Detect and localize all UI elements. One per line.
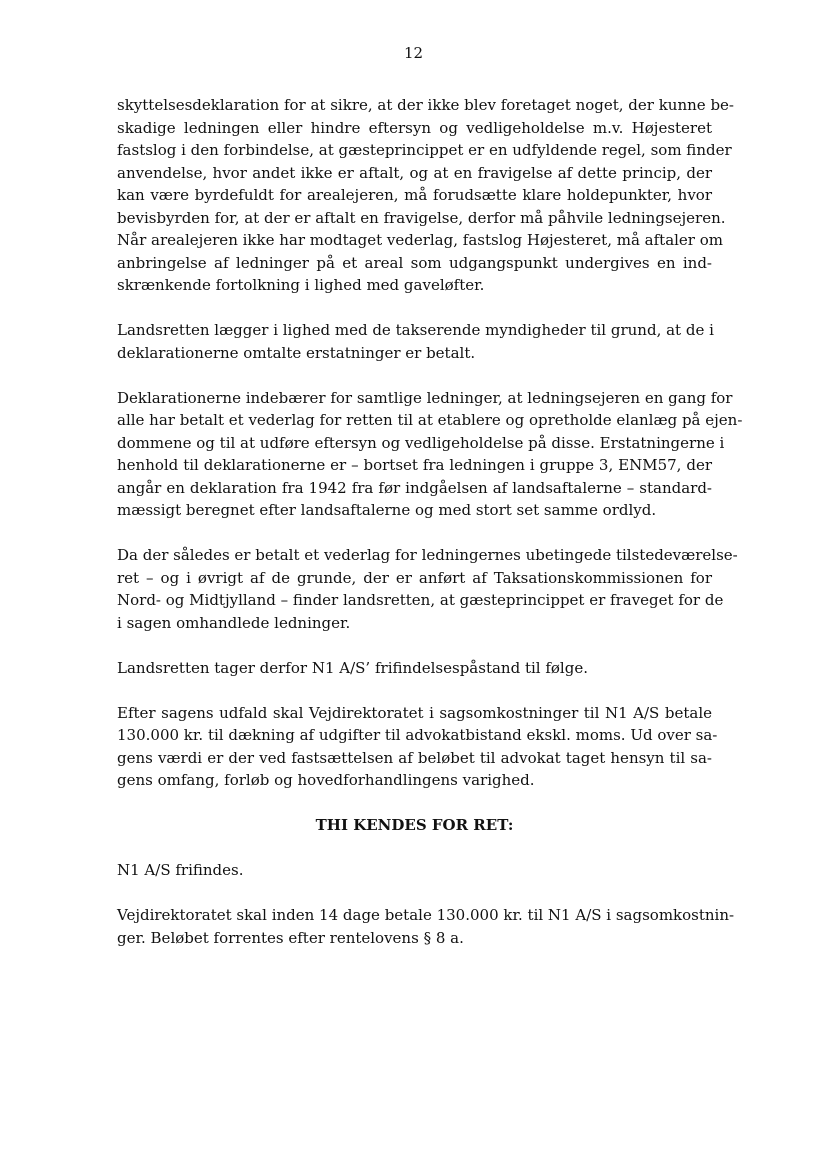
paragraph-gap [117, 679, 712, 702]
text-line: Nord- og Midtjylland – finder landsretten, at gæsteprincippet er fraveget for de [117, 591, 724, 609]
paragraph-gap [117, 792, 712, 815]
body-text [117, 94, 743, 949]
paragraph-gap [117, 522, 712, 545]
text-line: ret – og i øvrigt af de grunde, der er anført af Taksationskommissionen for [117, 568, 712, 587]
text-line: skrænkende fortolkning i lighed med gaveløfter. [117, 276, 485, 294]
ruling-paragraph-1 [117, 859, 712, 882]
text-line: Landsretten lægger i lighed med de takserende myndigheder til grund, at de i [117, 321, 714, 339]
text-line: anbringelse af ledninger på et areal som udgangspunkt undergives en ind- [117, 253, 712, 272]
paragraph-gap [117, 364, 712, 387]
page-number: 12 [403, 44, 424, 62]
text-line: Når arealejeren ikke har modtaget vederlag, fastslog Højesteret, må aftaler om [117, 231, 723, 249]
text-line: skyttelsesdeklaration for at sikre, at der ikke blev foretaget noget, der kunne be- [117, 96, 734, 114]
text-line: fastslog i den forbindelse, at gæsteprincippet er en udfyldende regel, som finder [117, 141, 732, 159]
text-line: i sagen omhandlede ledninger. [117, 613, 351, 632]
text-line: Vejdirektoratet skal inden 14 dage betale 130.000 kr. til N1 A/S i sagsomkostnin- [117, 906, 735, 924]
text-line: Landsretten tager derfor N1 A/S’ frifindelsespåstand til følge. [117, 658, 588, 677]
paragraph-gap [117, 634, 712, 657]
paragraph-gap [117, 297, 712, 320]
text-line: skadige ledningen eller hindre eftersyn og vedligeholdelse m.v. Højesteret [117, 118, 712, 137]
text-line: 130.000 kr. til dækning af udgifter til advokatbistand ekskl. moms. Ud over sa- [117, 726, 718, 744]
paragraph-5 [117, 657, 712, 680]
text-line: deklarationerne omtalte erstatninger er betalt. [117, 343, 476, 362]
paragraph-2 [117, 319, 712, 364]
text-line: gens omfang, forløb og hovedforhandlingens varighed. [117, 771, 535, 789]
paragraph-4 [117, 544, 738, 634]
paragraph-gap [117, 882, 712, 905]
text-line: Deklarationerne indebærer for samtlige ledninger, at ledningsejeren en gang for [117, 388, 733, 407]
text-line: bevisbyrden for, at der er aftalt en fravigelse, derfor må påhvile ledningsejeren. [117, 208, 726, 227]
text-line: Efter sagens udfald skal Vejdirektoratet i sagsomkostninger til N1 A/S betale [117, 703, 712, 722]
text-line: Da der således er betalt et vederlag for ledningernes ubetingede tilstedeværelse- [117, 546, 738, 564]
text-line: kan være byrdefuldt for arealejeren, må forudsætte klare holdepunkter, hvor [117, 186, 712, 204]
ruling-paragraph-2 [117, 904, 735, 949]
text-line: angår en deklaration fra 1942 fra før indgåelsen af landsaftalerne – standard- [117, 478, 712, 497]
paragraph-1 [117, 94, 734, 297]
text-line: N1 A/S frifindes. [117, 861, 244, 879]
ruling-heading: THI KENDES FOR RET: [315, 816, 514, 834]
text-line: alle har betalt et vederlag for retten til at etablere og opretholde elanlæg på ejen- [117, 411, 743, 429]
paragraph-6 [117, 702, 718, 792]
text-line: gens værdi er der ved fastsættelsen af beløbet til advokat taget hensyn til sa- [117, 748, 712, 767]
text-line: henhold til deklarationerne er – bortset fra ledningen i gruppe 3, ENM57, der [117, 456, 712, 474]
text-line: anvendelse, hvor andet ikke er aftalt, og at en fravigelse af dette princip, der [117, 163, 712, 182]
paragraph-gap [117, 837, 712, 860]
text-line: dommene og til at udføre eftersyn og vedligeholdelse på disse. Erstatningerne i [117, 433, 725, 452]
paragraph-3 [117, 387, 743, 522]
text-line: ger. Beløbet forrentes efter rentelovens § 8 a. [117, 928, 464, 947]
text-line: mæssigt beregnet efter landsaftalerne og med stort set samme ordlyd. [117, 501, 657, 519]
